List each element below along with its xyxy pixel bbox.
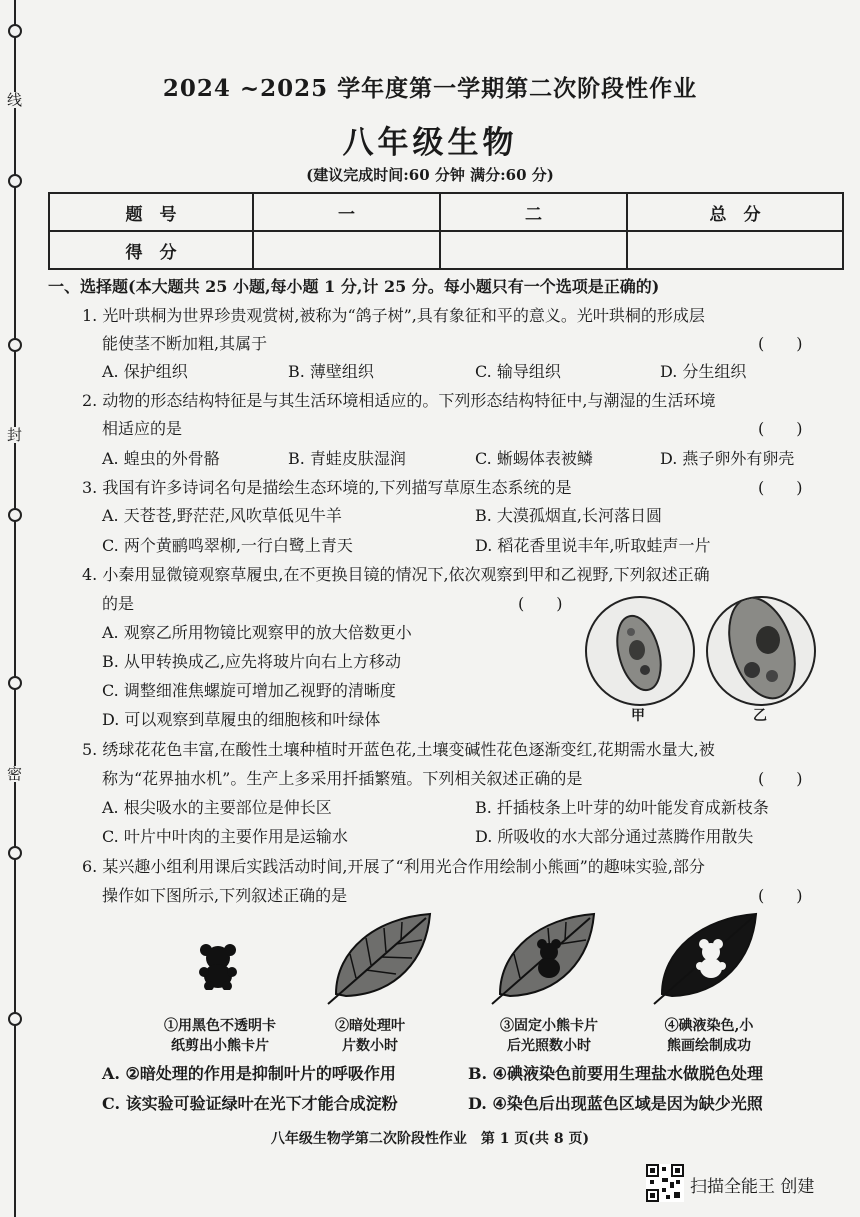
option-a: A. 天苍苍,野茫茫,风吹草低见牛羊 [102,506,342,525]
question-4-line1: 4. 小秦用显微镜观察草履虫,在不更换目镜的情况下,依次观察到甲和乙视野,下列叙述正确 [82,565,710,584]
step-4-caption-line2: 熊画绘制成功 [667,1038,751,1054]
page-footer: 八年级生物学第二次阶段性作业 第 1 页(共 8 页) [270,1131,590,1147]
step-3-caption-line2: 后光照数小时 [507,1038,591,1054]
microscope-view-yi [706,596,816,706]
binding-hole [8,1012,22,1026]
score-table-score-row [49,231,843,269]
score-header-cell: 一 [253,193,440,231]
step-1-caption [150,1016,290,1056]
question-4-line2: 的是 [102,594,135,613]
option-c: C. 叶片中叶肉的主要作用是运输水 [102,827,348,846]
answer-paren[interactable]: ( ) [518,594,563,613]
exam-subtitle: (建议完成时间:60 分钟 满分:60 分) [306,166,554,184]
answer-paren[interactable]: ( ) [758,419,803,438]
option-a: A. ②暗处理的作用是抑制叶片的呼吸作用 [102,1064,396,1083]
leaf-with-bear-card-icon [490,910,600,1006]
option-c: C. 蜥蜴体表被鳞 [475,449,593,468]
scanner-stamp: 扫描全能王 创建 [690,1177,815,1197]
option-c: C. 两个黄鹂鸣翠柳,一行白鹭上青天 [102,536,353,555]
step-4-caption [644,1016,774,1056]
option-d: D. 所吸收的水大部分通过蒸腾作用散失 [475,827,754,846]
option-b: B. 扦插枝条上叶芽的幼叶能发育成新枝条 [475,798,769,817]
binding-hole [8,24,22,38]
score-table-header-row [49,193,843,231]
question-6-line2: 操作如下图所示,下列叙述正确的是 [102,886,348,905]
answer-paren[interactable]: ( ) [758,769,803,788]
question-1-line2: 能使茎不断加粗,其属于 [102,334,268,353]
option-c: C. 该实验可验证绿叶在光下才能合成淀粉 [102,1094,398,1113]
question-1-line1: 1. 光叶珙桐为世界珍贵观赏树,被称为“鸽子树”,具有象征和平的意义。光叶珙桐的形成层 [82,306,705,325]
step-4-caption-line1: ④碘液染色,小 [664,1018,754,1034]
score-cell[interactable] [627,231,843,269]
section-title: 一、选择题(本大题共 25 小题,每小题 1 分,计 25 分。每小题只有一个选项是正确的) [48,277,660,296]
option-c: C. 输导组织 [475,362,561,381]
score-header-cell: 总 分 [627,193,843,231]
option-b: B. ④碘液染色前要用生理盐水做脱色处理 [468,1064,764,1083]
score-table [48,192,844,270]
answer-paren[interactable]: ( ) [758,478,803,497]
question-6-line1: 6. 某兴趣小组利用课后实践活动时间,开展了“利用光合作用绘制小熊画”的趣味实验,部分 [82,857,705,876]
option-b: B. 青蛙皮肤湿润 [288,449,406,468]
answer-paren[interactable]: ( ) [758,886,803,905]
bear-card-icon [196,942,240,990]
option-d: D. 稻花香里说丰年,听取蛙声一片 [475,536,711,555]
option-b: B. 大漠孤烟直,长河落日圆 [475,506,663,525]
step-1-caption-line1: ①用黑色不透明卡 [164,1018,276,1034]
score-header-cell: 二 [440,193,627,231]
step-1-caption-line2: 纸剪出小熊卡片 [171,1038,269,1054]
binding-char-xian: 线 [7,91,23,109]
question-5-line2: 称为“花界抽水机”。生产上多采用扦插繁殖。下列相关叙述正确的是 [102,769,583,788]
score-cell[interactable] [253,231,440,269]
step-2-caption [320,1016,420,1056]
question-2-line1: 2. 动物的形态结构特征是与其生活环境相适应的。下列形态结构特征中,与潮湿的生活环境 [82,391,716,410]
binding-hole [8,846,22,860]
step-2-caption-line2: 片数小时 [342,1038,398,1054]
option-a: A. 保护组织 [102,362,188,381]
binding-char-mi: 密 [7,765,23,783]
microscope-view-jia [585,596,695,706]
option-b: B. 薄壁组织 [288,362,374,381]
score-row-label: 得 分 [49,231,253,269]
score-cell[interactable] [440,231,627,269]
leaf-dark-treatment-icon [326,910,436,1006]
step-3-caption [484,1016,614,1056]
figure-label-yi: 乙 [753,708,767,724]
figure-label-jia: 甲 [631,708,645,724]
step-3-caption-line1: ③固定小熊卡片 [500,1018,598,1034]
binding-hole [8,338,22,352]
score-header-cell: 题 号 [49,193,253,231]
option-a: A. 蝗虫的外骨骼 [102,449,220,468]
option-b: B. 从甲转换成乙,应先将玻片向右上方移动 [102,652,402,671]
option-d: D. 分生组织 [660,362,747,381]
option-a: A. 观察乙所用物镜比观察甲的放大倍数更小 [102,623,412,642]
binding-hole [8,676,22,690]
question-3-line1: 3. 我国有许多诗词名句是描绘生态环境的,下列描写草原生态系统的是 [82,478,572,497]
leaf-iodine-stained-icon [652,910,762,1006]
binding-char-feng: 封 [7,426,23,444]
answer-paren[interactable]: ( ) [758,334,803,353]
subject-title: 八年级生物 [342,125,518,161]
binding-hole [8,508,22,522]
question-2-line2: 相适应的是 [102,419,183,438]
option-d: D. ④染色后出现蓝色区域是因为缺少光照 [468,1094,763,1113]
option-d: D. 可以观察到草履虫的细胞核和叶绿体 [102,710,381,729]
option-c: C. 调整细准焦螺旋可增加乙视野的清晰度 [102,681,396,700]
question-5-line1: 5. 绣球花花色丰富,在酸性土壤种植时开蓝色花,土壤变碱性花色逐渐变红,花期需水量大,被 [82,740,715,759]
qr-code-icon [646,1164,684,1202]
exam-title: 2024 ~2025 学年度第一学期第二次阶段性作业 [162,75,698,102]
step-2-caption-line1: ②暗处理叶 [335,1018,405,1034]
option-a: A. 根尖吸水的主要部位是伸长区 [102,798,332,817]
option-d: D. 燕子卵外有卵壳 [660,449,795,468]
